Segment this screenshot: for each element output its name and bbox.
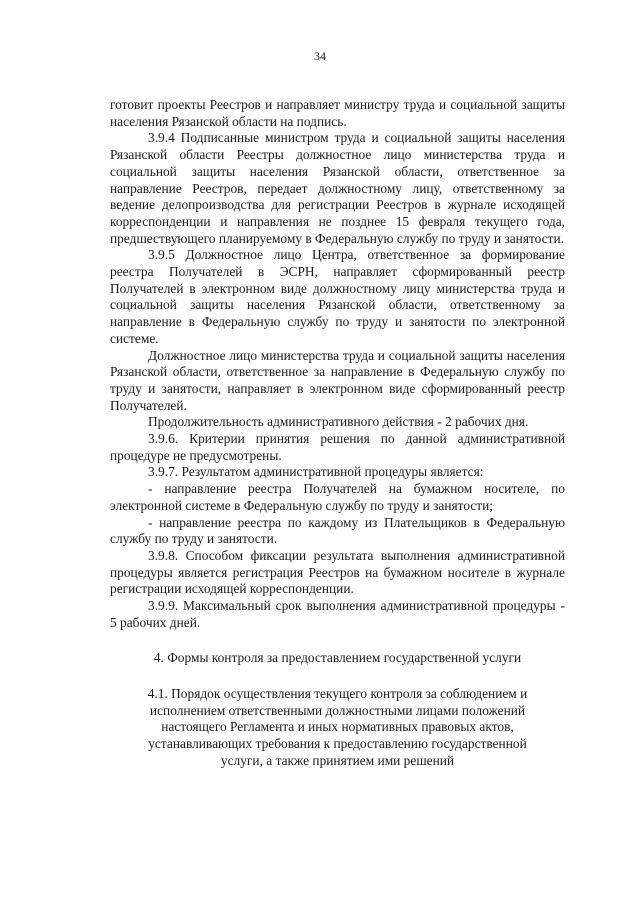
body-text	[110, 97, 565, 632]
subsection-heading-line: устанавливающих требования к предоставлению государственной	[148, 736, 527, 752]
subsection-heading-4-1	[110, 686, 565, 770]
subsection-heading-line: 4.1. Порядок осуществления текущего контроля за соблюдением и	[147, 686, 528, 701]
paragraph-3-9-5: 3.9.5 Должностное лицо Центра, ответственное за формирование реестра Получателей в ЭСРН, направляет сформированный реестр Получателей в электронном виде должностному лицу министерства труда и социальной защиты населения Рязанской области, ответственному за направление в Федеральную службу по труду и занятости по электронной системе.	[110, 247, 565, 346]
paragraph-3-9-4: 3.9.4 Подписанные министром труда и социальной защиты населения Рязанской области Реестры должностное лицо министерства труда и социальной защиты населения Рязанской области, ответственное за направление Реестров, передает должностному лицу, ответственному за ведение делопроизводства для регистрации Реестров в журнале исходящей корреспонденции и направления не позднее 15 февраля текущего года, предшествующего планируемому в Федеральную службу по труду и занятости.	[110, 130, 565, 246]
paragraph-3-9-9: 3.9.9. Максимальный срок выполнения административной процедуры - 5 рабочих дней.	[110, 598, 565, 630]
subsection-heading-line: услуги, а также принятием ими решений	[220, 752, 455, 768]
paragraph-continuation: готовит проекты Реестров и направляет министру труда и социальной защиты населения Рязанской области на подпись.	[110, 97, 565, 129]
paragraph-3-9-6: 3.9.6. Критерии принятия решения по данной административной процедуре не предусмотрены.	[110, 431, 565, 463]
subsection-heading-line: настоящего Регламента и иных нормативных правовых актов,	[161, 719, 514, 735]
paragraph-3-9-7: 3.9.7. Результатом административной процедуры является:	[148, 464, 484, 480]
subsection-heading-line: исполнением ответственными должностными лицами положений	[149, 702, 526, 718]
page-number: 34	[314, 49, 326, 63]
section-heading-4: 4. Формы контроля за предоставлением государственной услуги	[153, 650, 522, 665]
list-item-registry-payers: - направление реестра по каждому из Плательщиков в Федеральную службу по труду и занятости.	[110, 514, 565, 547]
list-item-registry-recipients: - направление реестра Получателей на бумажном носителе, по электронной системе в Федеральную службу по труду и занятости;	[110, 481, 565, 513]
paragraph-3-9-8: 3.9.8. Способом фиксации результата выполнения административной процедуры является регистрация Реестров на бумажном носителе в журнале регистрации исходящей корреспонденции.	[110, 547, 565, 597]
paragraph-duration: Продолжительность административного действия - 2 рабочих дня.	[148, 414, 529, 430]
paragraph-official-sends: Должностное лицо министерства труда и социальной защиты населения Рязанской области, ответственное за направление в Федеральную службу по труду и занятости, направляет в электронном виде сформированный реестр Получателей.	[110, 347, 565, 413]
